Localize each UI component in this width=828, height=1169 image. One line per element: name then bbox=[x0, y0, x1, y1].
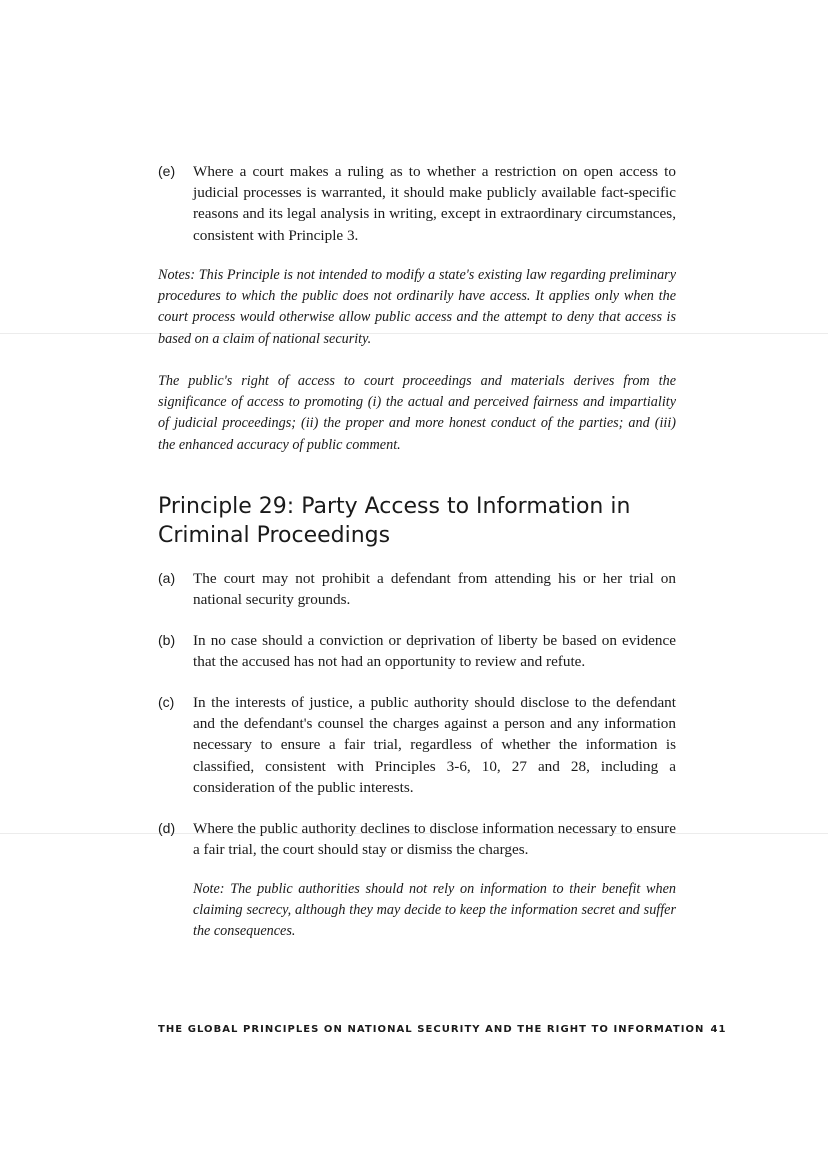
clause-text: In the interests of justice, a public authority should disclose to the defendant and the defendant's counsel the charges against a person and any information necessary to ensure a fair trial, regardless of whether the information is classified, consistent with Principles 3-6, 10, 27 and 28, including a consideration of the public interests. bbox=[193, 694, 676, 796]
clause-d bbox=[158, 818, 676, 860]
clause-letter: (b) bbox=[158, 632, 176, 648]
notes-paragraph: The public's right of access to court proceedings and materials derives from the significance of access to promoting (i) the actual and perceived fairness and impartiality of judicial proceedings; (ii) the proper and more honest conduct of the parties; and (iii) the enhanced accuracy of public comment. bbox=[158, 373, 676, 453]
clause-letter: (c) bbox=[158, 694, 175, 710]
note-paragraph: Note: The public authorities should not rely on information to their benefit when claiming secrecy, although they may decide to keep the information secret and suffer the consequences. bbox=[193, 881, 676, 940]
footer-title: THE GLOBAL PRINCIPLES ON NATIONAL SECURITY AND THE RIGHT TO INFORMATION bbox=[158, 1024, 705, 1035]
clause-a bbox=[158, 568, 676, 610]
clause-e bbox=[158, 161, 676, 246]
clause-text: Where a court makes a ruling as to whether a restriction on open access to judicial processes is warranted, it should make publicly available fact-specific reasons and its legal analysis in writing, except in extraordinary circumstances, consistent with Principle 3. bbox=[193, 163, 676, 244]
page-number: 41 bbox=[710, 1024, 727, 1035]
clause-text: The court may not prohibit a defendant from attending his or her trial on national security grounds. bbox=[193, 570, 676, 609]
clause-text: Where the public authority declines to disclose information necessary to ensure a fair trial, the court should stay or dismiss the charges. bbox=[193, 820, 676, 859]
notes-paragraph: Notes: This Principle is not intended to modify a state's existing law regarding preliminary procedures to which the public does not ordinarily have access. It applies only when the court process would otherwise allow public access and the attempt to deny that access is based on a claim of national security. bbox=[158, 267, 676, 347]
page-footer bbox=[158, 1024, 727, 1035]
clause-letter: (d) bbox=[158, 820, 176, 836]
clause-letter: (e) bbox=[158, 163, 176, 179]
clause-text: In no case should a conviction or deprivation of liberty be based on evidence that the accused has not had an opportunity to review and refute. bbox=[193, 632, 676, 671]
clause-b bbox=[158, 630, 676, 672]
clause-letter: (a) bbox=[158, 570, 176, 586]
section-heading: Principle 29: Party Access to Information in Criminal Proceedings bbox=[158, 494, 631, 548]
clause-c bbox=[158, 692, 676, 798]
